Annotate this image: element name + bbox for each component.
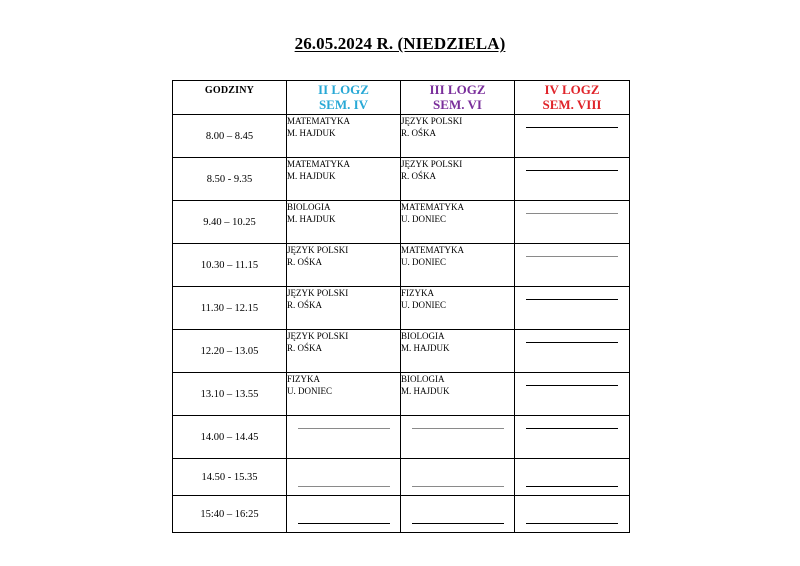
teacher-name: R. OŚKA [401, 171, 437, 181]
empty-slot-line [526, 342, 618, 343]
empty-slot-line [526, 170, 618, 171]
table-row [173, 244, 630, 287]
lesson-cell [287, 373, 401, 416]
lesson-cell [401, 158, 515, 201]
table-row [173, 459, 630, 496]
subject-name: FIZYKA [401, 288, 434, 298]
table-row [173, 496, 630, 533]
table-row [173, 201, 630, 244]
teacher-name: M. HAJDUK [401, 386, 450, 396]
table-row [173, 330, 630, 373]
teacher-name: R. OŚKA [287, 343, 323, 353]
empty-cell [515, 158, 630, 201]
time-slot: 14.00 – 14.45 [173, 416, 287, 459]
empty-slot-line [412, 486, 504, 487]
subject-name: MATEMATYKA [401, 202, 464, 212]
group-name: IV LOGZ [544, 82, 600, 97]
empty-cell [515, 373, 630, 416]
empty-slot-line [526, 428, 618, 429]
lesson-cell [401, 115, 515, 158]
lesson-cell [401, 373, 515, 416]
lesson-cell [401, 244, 515, 287]
empty-cell [401, 459, 515, 496]
time-slot: 10.30 – 11.15 [173, 244, 287, 287]
subject-name: JĘZYK POLSKI [287, 288, 349, 298]
empty-cell [287, 496, 401, 533]
subject-name: MATEMATYKA [287, 159, 350, 169]
empty-cell [401, 496, 515, 533]
subject-name: JĘZYK POLSKI [287, 331, 349, 341]
empty-slot-line [298, 486, 390, 487]
empty-cell [515, 287, 630, 330]
empty-slot-line [526, 127, 618, 128]
lesson-cell [287, 330, 401, 373]
subject-name: MATEMATYKA [287, 116, 350, 126]
subject-name: MATEMATYKA [401, 245, 464, 255]
empty-cell [287, 459, 401, 496]
empty-slot-line [526, 385, 618, 386]
header-row [173, 81, 630, 115]
time-slot: 8.50 - 9.35 [173, 158, 287, 201]
time-slot: 8.00 – 8.45 [173, 115, 287, 158]
time-slot: 11.30 – 12.15 [173, 287, 287, 330]
lesson-cell [287, 115, 401, 158]
empty-slot-line [526, 523, 618, 524]
empty-slot-line [526, 299, 618, 300]
teacher-name: M. HAJDUK [401, 343, 450, 353]
subject-name: BIOLOGIA [401, 331, 445, 341]
lesson-cell [287, 201, 401, 244]
teacher-name: M. HAJDUK [287, 171, 336, 181]
empty-slot-line [526, 486, 618, 487]
schedule-table [172, 80, 630, 533]
empty-cell [515, 330, 630, 373]
teacher-name: M. HAJDUK [287, 128, 336, 138]
empty-cell [515, 459, 630, 496]
page-title: 26.05.2024 R. (NIEDZIELA) [294, 34, 506, 53]
teacher-name: U. DONIEC [401, 257, 446, 267]
empty-cell [515, 496, 630, 533]
time-slot: 9.40 – 10.25 [173, 201, 287, 244]
empty-cell [515, 416, 630, 459]
table-row [173, 115, 630, 158]
empty-cell [401, 416, 515, 459]
empty-slot-line [298, 428, 390, 429]
subject-name: BIOLOGIA [401, 374, 445, 384]
empty-cell [515, 201, 630, 244]
subject-name: FIZYKA [287, 374, 320, 384]
lesson-cell [401, 287, 515, 330]
empty-cell [515, 115, 630, 158]
table-row [173, 416, 630, 459]
subject-name: JĘZYK POLSKI [401, 116, 463, 126]
group-header-iv-logz [515, 81, 630, 115]
empty-slot-line [526, 256, 618, 257]
teacher-name: U. DONIEC [401, 300, 446, 310]
empty-slot-line [526, 213, 618, 214]
empty-cell [287, 416, 401, 459]
time-slot: 13.10 – 13.55 [173, 373, 287, 416]
subject-name: BIOLOGIA [287, 202, 331, 212]
lesson-cell [401, 330, 515, 373]
table-row [173, 287, 630, 330]
teacher-name: M. HAJDUK [287, 214, 336, 224]
teacher-name: U. DONIEC [401, 214, 446, 224]
time-slot: 12.20 – 13.05 [173, 330, 287, 373]
group-semester: SEM. IV [318, 97, 369, 112]
group-semester: SEM. VIII [542, 97, 602, 112]
subject-name: JĘZYK POLSKI [401, 159, 463, 169]
lesson-cell [287, 244, 401, 287]
time-slot: 14.50 - 15.35 [173, 459, 287, 496]
table-row [173, 373, 630, 416]
empty-slot-line [412, 523, 504, 524]
group-header-iii-logz [401, 81, 515, 115]
group-name: III LOGZ [429, 82, 486, 97]
teacher-name: R. OŚKA [287, 257, 323, 267]
hours-header: GODZINY [173, 81, 287, 115]
group-name: II LOGZ [318, 82, 369, 97]
time-slot: 15:40 – 16:25 [173, 496, 287, 533]
group-header-ii-logz [287, 81, 401, 115]
subject-name: JĘZYK POLSKI [287, 245, 349, 255]
lesson-cell [287, 287, 401, 330]
lesson-cell [401, 201, 515, 244]
teacher-name: R. OŚKA [401, 128, 437, 138]
teacher-name: R. OŚKA [287, 300, 323, 310]
group-semester: SEM. VI [433, 97, 482, 112]
teacher-name: U. DONIEC [287, 386, 332, 396]
empty-cell [515, 244, 630, 287]
empty-slot-line [412, 428, 504, 429]
table-row [173, 158, 630, 201]
empty-slot-line [298, 523, 390, 524]
lesson-cell [287, 158, 401, 201]
